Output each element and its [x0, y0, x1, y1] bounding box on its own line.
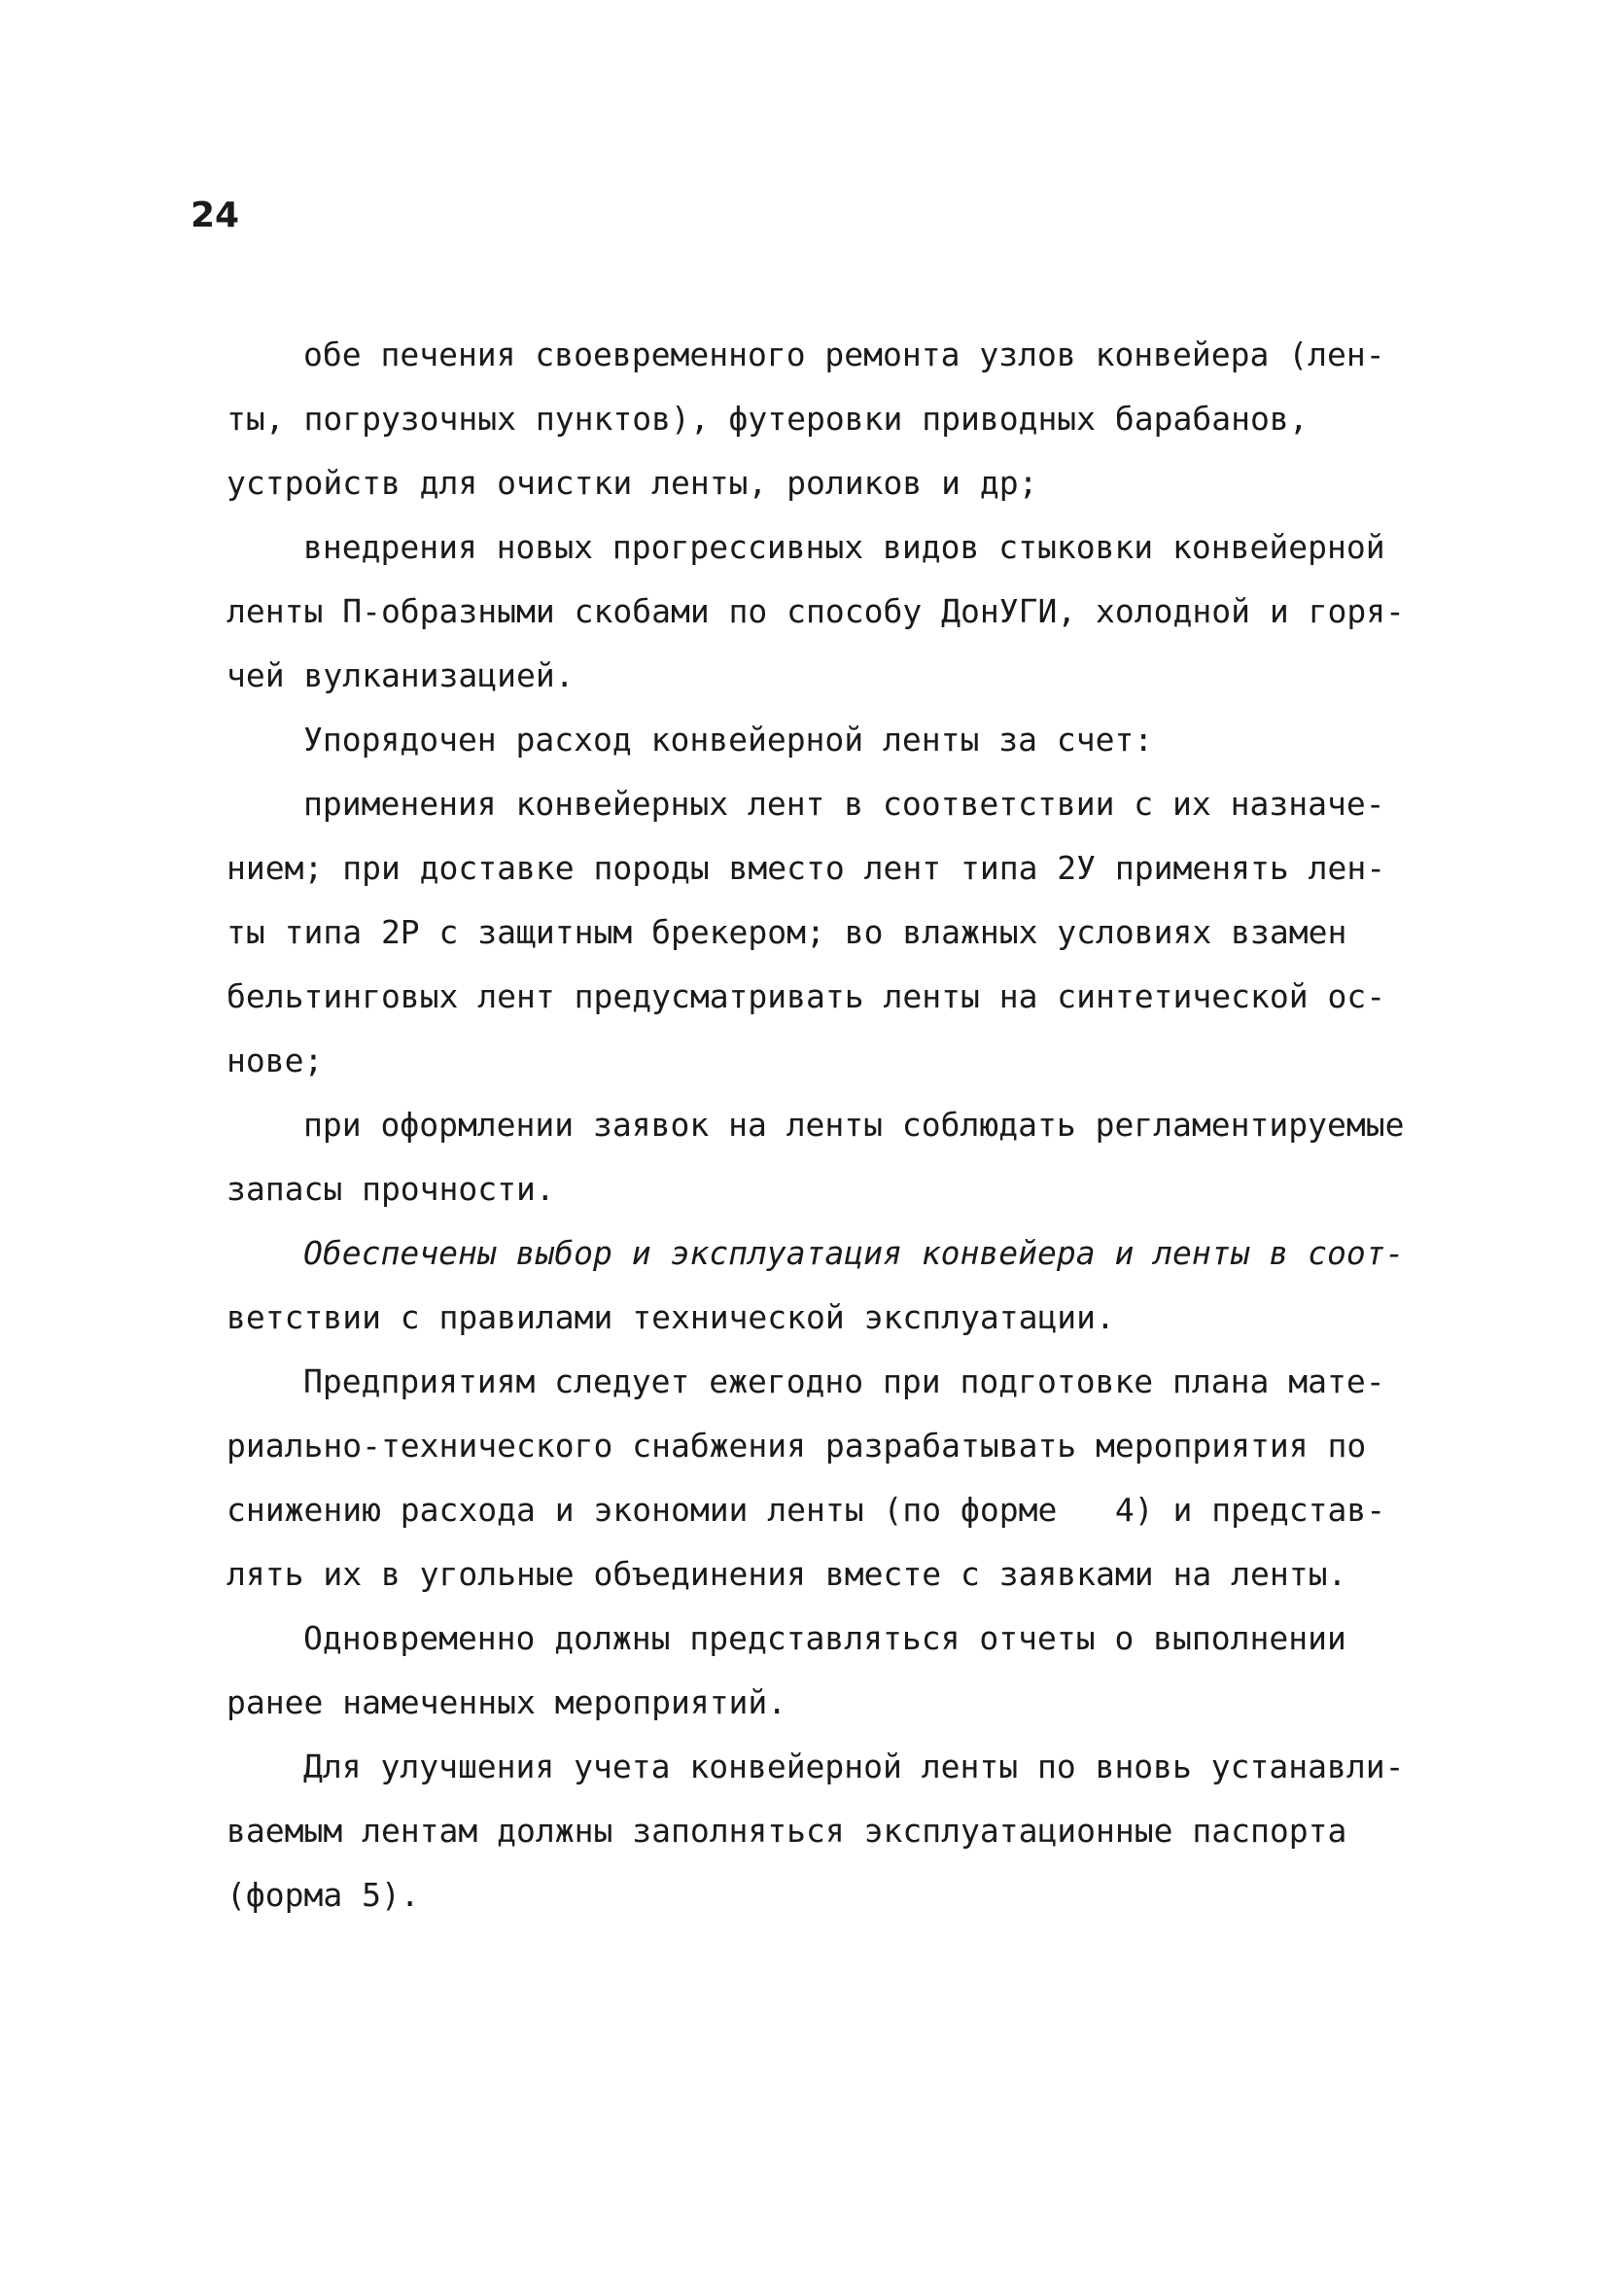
text-line: внедрения новых прогрессивных видов стыковки конвейерной: [303, 528, 1385, 566]
text-line: (форма 5).: [227, 1876, 420, 1914]
text-line: применения конвейерных лент в соответствии с их назначе-: [303, 785, 1385, 823]
text-line: при оформлении заявок на ленты соблюдать регламентируемые: [303, 1106, 1405, 1144]
text-line: Предприятиям следует ежегодно при подготовке плана мате-: [303, 1362, 1385, 1400]
text-line: устройств для очистки ленты, роликов и др;: [227, 464, 1038, 502]
text-line: Для улучшения учета конвейерной ленты по вновь устанавли-: [303, 1748, 1405, 1785]
page-number: 24: [191, 195, 240, 235]
text-line: обе печения своевременного ремонта узлов конвейера (лен-: [303, 336, 1385, 373]
text-line: чей вулканизацией.: [227, 656, 575, 694]
text-line: ранее намеченных мероприятий.: [227, 1683, 787, 1721]
text-line: риально-технического снабжения разрабатывать мероприятия по: [227, 1427, 1367, 1465]
text-line: нове;: [227, 1042, 324, 1079]
text-line: ленты П-образными скобами по способу ДонУГИ, холодной и горя-: [227, 592, 1405, 630]
text-line: Упорядочен расход конвейерной ленты за счет:: [303, 721, 1154, 759]
text-line: ты типа 2Р с защитным брекером; во влажных условиях взамен: [227, 913, 1347, 951]
text-line: Обеспечены выбор и эксплуатация конвейера и ленты в соот-: [303, 1234, 1405, 1272]
text-line: бельтинговых лент предусматривать ленты на синтетической ос-: [227, 977, 1386, 1015]
text-line: ветствии с правилами технической эксплуатации.: [227, 1298, 1115, 1336]
text-line: снижению расхода и экономии ленты (по форме 4) и представ-: [227, 1491, 1386, 1529]
text-line: нием; при доставке породы вместо лент типа 2У применять лен-: [227, 849, 1386, 887]
text-line: ты, погрузочных пунктов), футеровки приводных барабанов,: [227, 400, 1309, 438]
text-line: лять их в угольные объединения вместе с заявками на ленты.: [227, 1555, 1347, 1593]
text-line: ваемым лентам должны заполняться эксплуатационные паспорта: [227, 1812, 1347, 1850]
text-line: запасы прочности.: [227, 1170, 555, 1208]
text-line: Одновременно должны представляться отчеты о выполнении: [303, 1619, 1346, 1657]
